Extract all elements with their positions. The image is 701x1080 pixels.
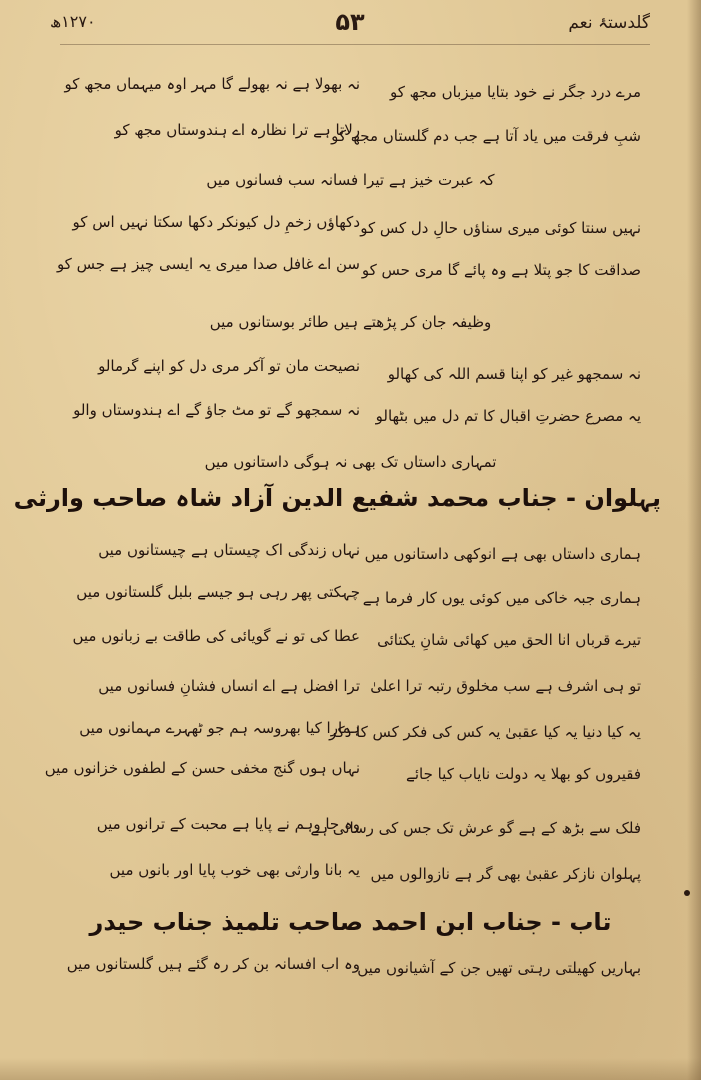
verse-right: شبِ فرقت میں یاد آتا ہے جب دم گلستاں مجھ کو — [331, 127, 641, 145]
verse-right: تیرے قرباں انا الحق میں کھائی شانِ یکتائی — [377, 631, 641, 649]
verse-left: ترا افضل ہے اے انساں فشانِ فسانوں میں — [98, 677, 360, 695]
page-number: ۵۳ — [335, 8, 365, 36]
verse-left: وہ اب افسانہ بن کر رہ گئے ہیں گلستانوں میں — [66, 955, 360, 973]
verse-center: تمہاری داستاں تک بھی نہ ہوگی داستانوں میں — [204, 453, 497, 471]
verse-right: تو ہی اشرف ہے سب مخلوق رتبہ ترا اعلیٰ — [370, 677, 641, 695]
verse-right: نہ سمجھو غیر کو اپنا قسم اللہ کی کھالو — [387, 365, 641, 383]
verse-right: یہ کیا دنیا یہ کیا عقبیٰ یہ کس کی فکر کس کا ذکر — [329, 723, 641, 741]
verse-right: صداقت کا جو پتلا ہے وہ پائے گا مری حس کو — [361, 261, 641, 279]
verse-left: نہ بھولا ہے نہ بھولے گا مہر اوہ میہماں مجھ کو — [64, 75, 360, 93]
header-divider — [60, 44, 650, 45]
verse-left: یہ بانا وارثی بھی خوب پایا اور بانوں میں — [109, 861, 360, 879]
verse-left: دکھاؤں زخمِ دل کیونکر دکھا سکتا نہیں اس کو — [72, 213, 360, 231]
page-bottom-shadow — [0, 1058, 701, 1080]
verse-right: نہیں سنتا کوئی میری سناؤں حالِ دل کس کو — [360, 219, 641, 237]
verse-left: عطا کی تو نے گویائی کی طاقت بے زبانوں میں — [72, 627, 360, 645]
verse-center: وظیفہ جان کر پڑھتے ہیں طائر بوستانوں میں — [209, 313, 492, 331]
page-edge-shadow — [687, 0, 701, 1080]
poet-heading: تاب - جناب ابن احمد صاحب تلمیذ جناب حیدر — [89, 908, 612, 936]
ink-spot — [684, 890, 690, 896]
verse-right: یہ مصرع حضرتِ اقبال کا تم دل میں بٹھالو — [375, 407, 641, 425]
verse-left: نہاں ہوں گنج مخفی حسن کے لطفوں خزانوں میں — [44, 759, 360, 777]
verse-right: پہلوان نازکر عقبیٰ بھی گر ہے نازوالوں میں — [370, 865, 641, 883]
page-header — [50, 8, 650, 48]
verse-left: نہ سمجھو گے تو مٹ جاؤ گے اے ہندوستاں والو — [73, 401, 360, 419]
poet-heading: پہلوان - جناب محمد شفیع الدین آزاد شاہ صاحب وارثی — [13, 484, 661, 512]
verse-left: چہکتی پھر رہی ہو جیسے بلبل گلستانوں میں — [76, 583, 360, 601]
verse-left: رلاتا ہے ترا نظارہ اے ہندوستاں مجھ کو — [114, 121, 360, 139]
verse-right: فقیروں کو بھلا یہ دولت نایاب کیا جائے — [406, 765, 641, 783]
verse-right: ہماری جبہ خاکی میں کوئی یوں کار فرما ہے — [362, 589, 641, 607]
verse-left: ہمارا کیا بھروسہ ہم جو ٹھہرے مہمانوں میں — [79, 719, 360, 737]
running-title: گلدستۂ نعم — [568, 13, 650, 33]
year-mark: ١٢٧٠ھ — [50, 12, 96, 31]
verse-right: فلک سے بڑھ کے ہے گو عرش تک جس کی رسائی ہے — [310, 819, 641, 837]
verse-left: نصیحت مان تو آکر مری دل کو اپنے گرمالو — [98, 357, 360, 375]
verse-right: بہاریں کھیلتی رہتی تھیں جن کے آشیانوں میں — [357, 959, 641, 977]
verse-left: وہ جا وہم نے پایا ہے محبت کے ترانوں میں — [96, 815, 360, 833]
verse-center: کہ عبرت خیز ہے تیرا فسانہ سب فسانوں میں — [206, 171, 495, 189]
verse-left: سن اے غافل صدا میری یہ ایسی چیز ہے جس کو — [56, 255, 360, 273]
verse-right: مرے درد جگر نے خود بتایا میزباں مجھ کو — [389, 83, 641, 101]
verse-right: ہماری داستاں بھی ہے انوکھی داستانوں میں — [364, 545, 641, 563]
verse-left: نہاں زندگی اک چیستاں ہے چیستانوں میں — [98, 541, 360, 559]
